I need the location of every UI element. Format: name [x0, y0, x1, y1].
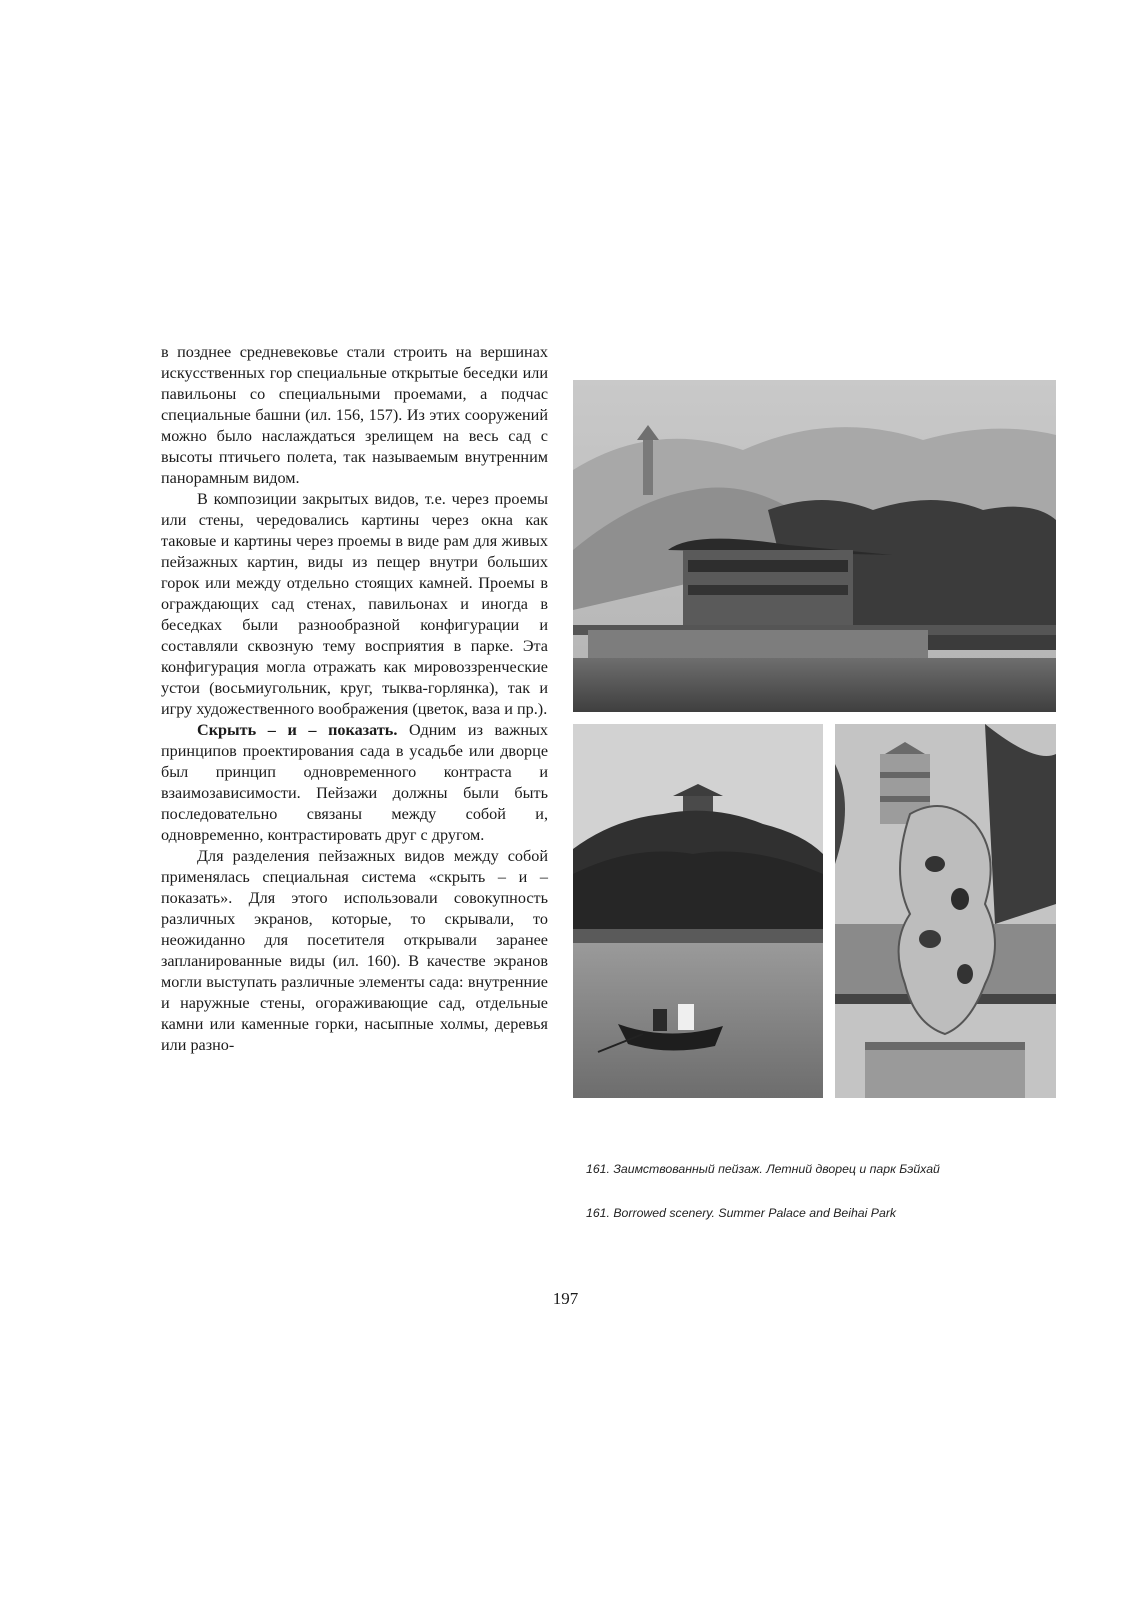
paragraph-2: В композиции закрытых видов, т.е. через проемы или стены, чередовались картины через окна как таковые и картины через проемы в виде рам для живых пейзажных картин, виды из пещер внутри больших горок или между отдельно стоящих камней. Проемы в ограждающих сад стенах, павильонах и иногда в беседках были разнообразной конфигурации и составляли сквозную тему восприятия в парке. Эта конфигурация могла отражать как мировоззренческие устои (восьмиугольник, круг, тыква-горлянка), так и игру художественного воображения (цветок, ваза и пр.).: [161, 490, 548, 718]
figure-caption-ru: 161. Заимствованный пейзаж. Летний дворец и парк Бэйхай: [586, 1162, 940, 1176]
page-number: 197: [552, 1289, 579, 1308]
photo-beihai-park: [573, 724, 823, 1098]
paragraph-3-text: Одним из важных принципов проектирования сада в усадьбе или дворце был принцип одновременного контраста и взаимозависимости. Пейзажи должны были быть последовательно связаны между собой и, одновременно, контрастировать друг с другом.: [161, 721, 548, 844]
body-text: [161, 342, 548, 1056]
paragraph-4: Для разделения пейзажных видов между собой применялась специальная система «скрыть – и – показать». Для этого использовали совокупность различных экранов, которые, то скрывали, то неожиданно для посетителя открывали заранее запланированные виды (ил. 160). В качестве экранов могли выступать различные элементы сада: внутренние и наружные стены, огораживающие сад, отдельные камни или каменные горки, насыпные холмы, деревья или разно-: [161, 847, 548, 1054]
photo-summer-palace: [573, 380, 1056, 712]
figure-caption-en: 161. Borrowed scenery. Summer Palace and Beihai Park: [586, 1206, 897, 1220]
paragraph-3-heading: Скрыть – и – показать.: [197, 721, 398, 739]
paragraph-1: в позднее средневековье стали строить на вершинах искусственных гор специальные открытые беседки или павильоны со специальными проемами, а подчас специальные башни (ил. 156, 157). Из этих сооружений можно было наслаждаться зрелищем на весь сад с высоты птичьего полета, так называемым внутренним панорамным видом.: [161, 343, 548, 487]
photo-scholar-rock: [835, 724, 1056, 1098]
paragraph-3: [161, 720, 548, 846]
